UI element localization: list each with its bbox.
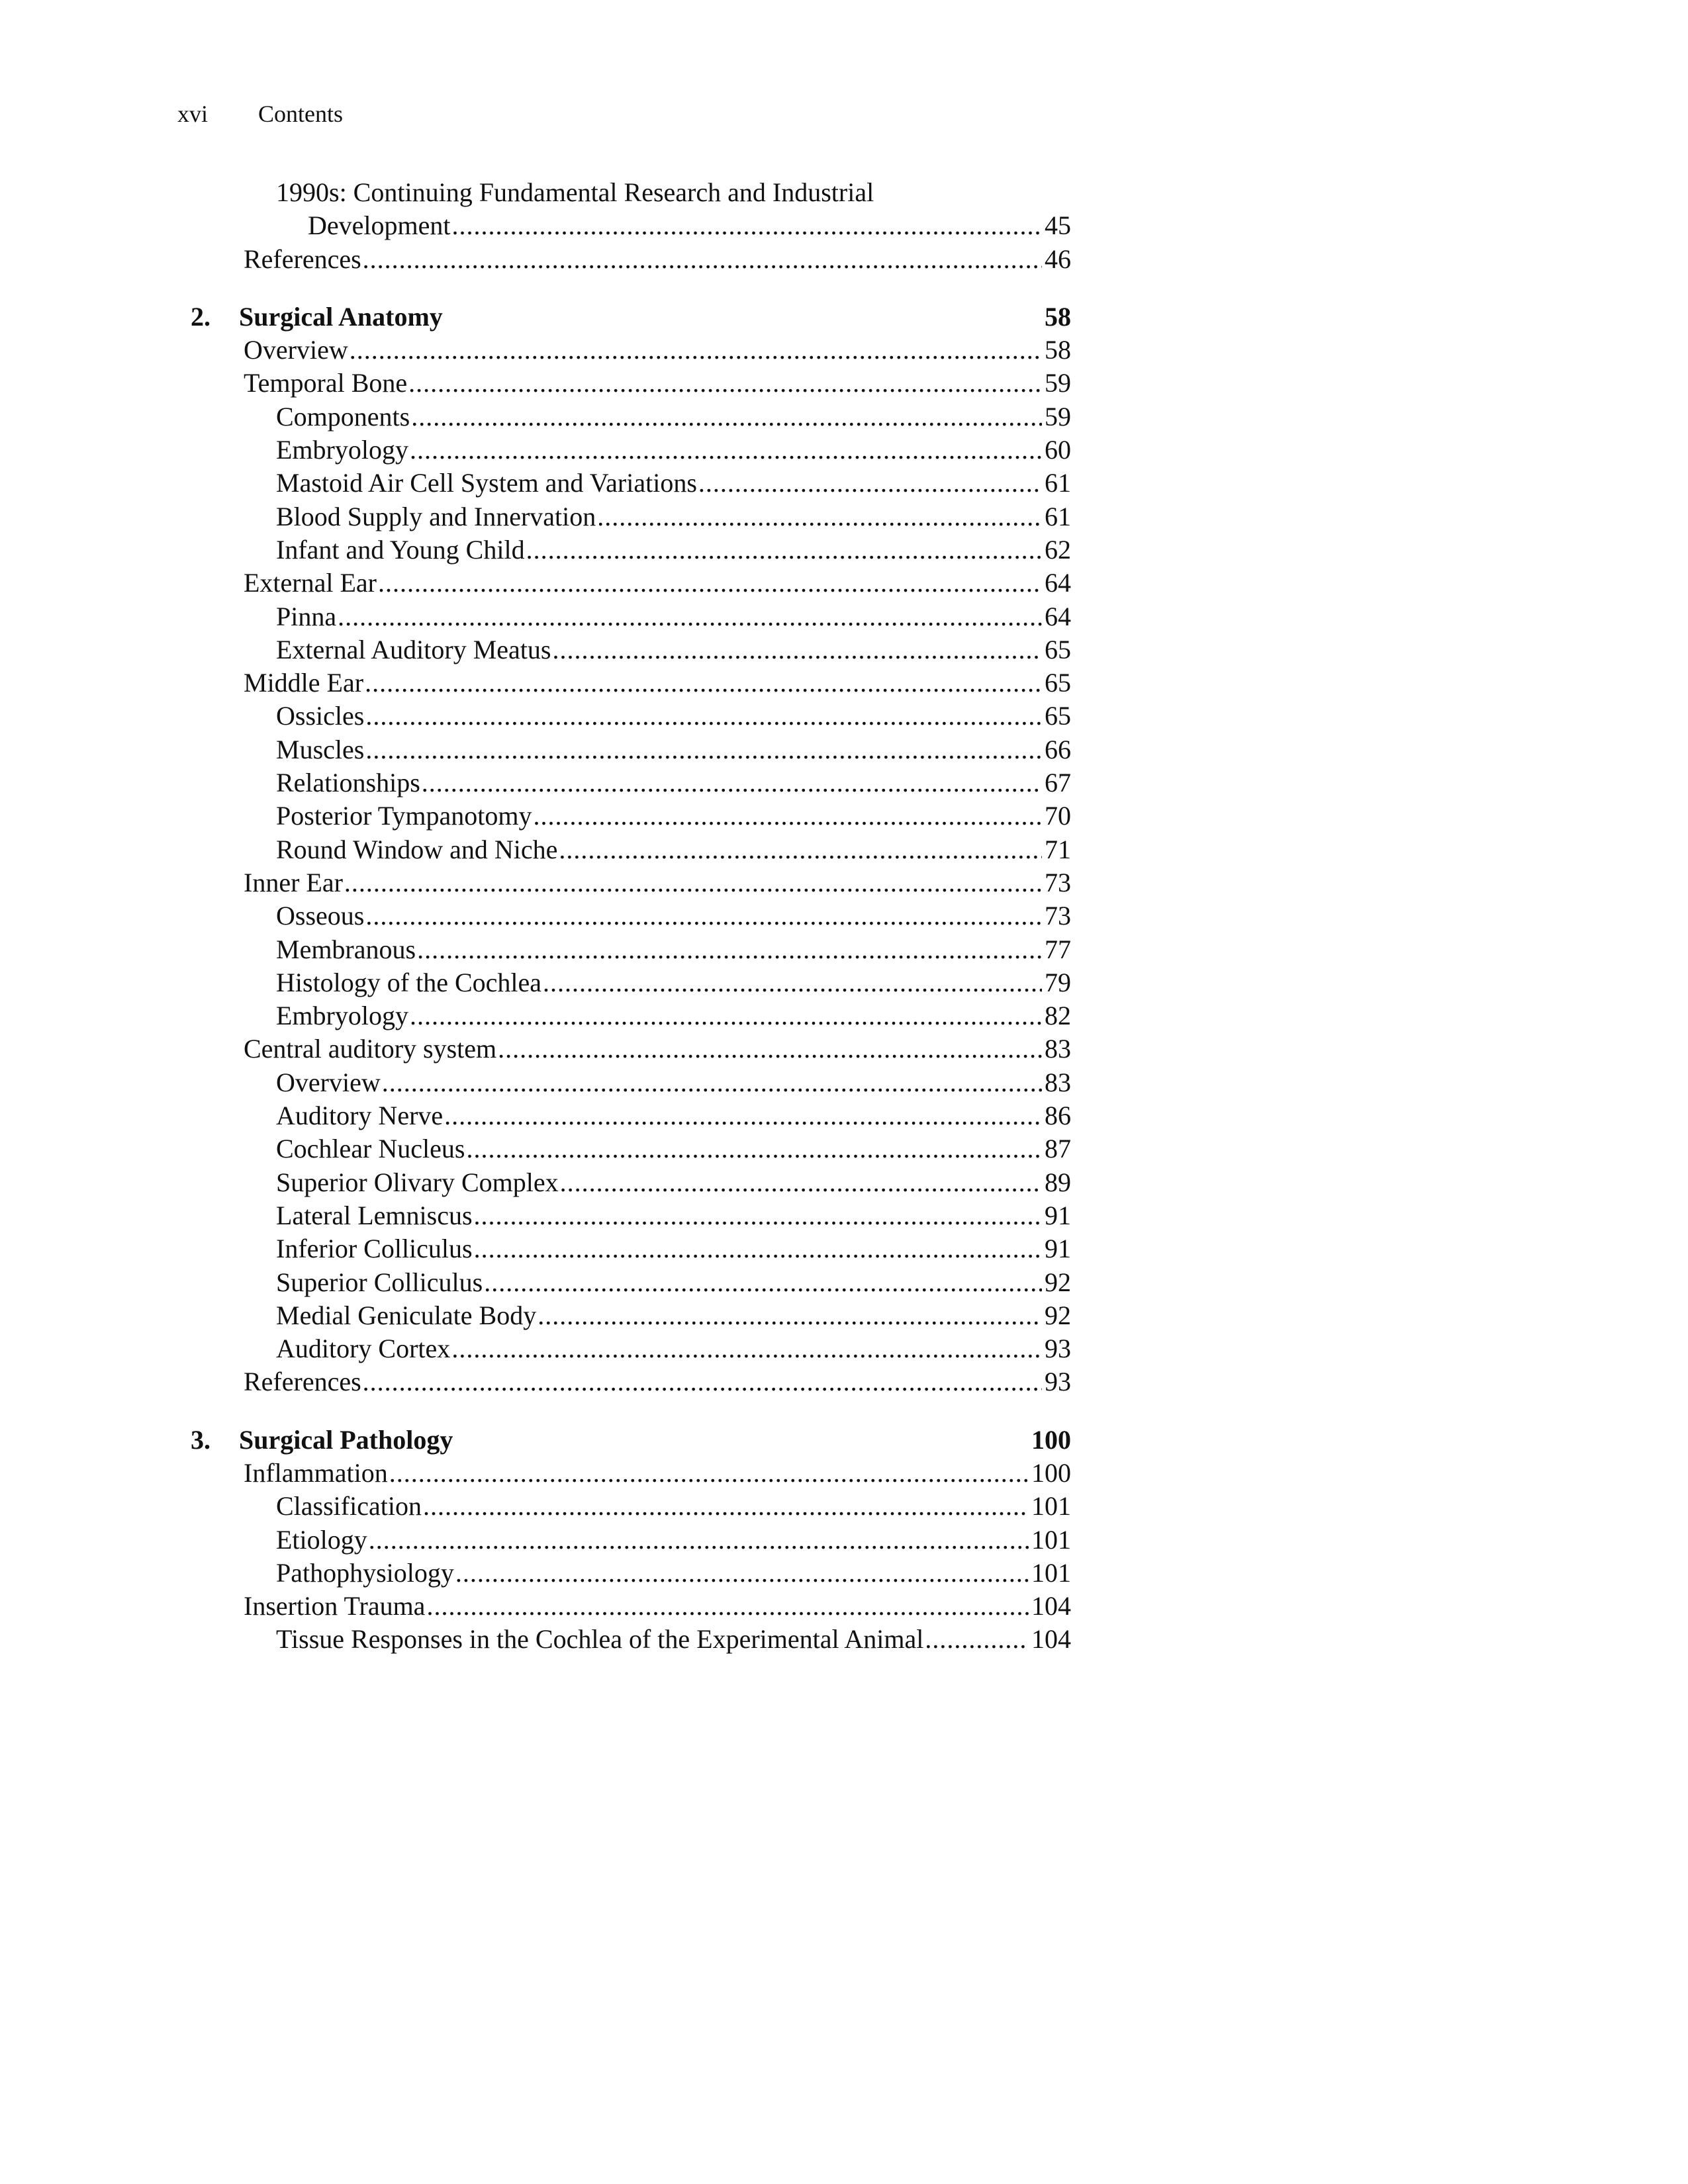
toc-entry (177, 700, 1071, 733)
chapter-heading (177, 300, 1071, 334)
toc-entry (177, 1232, 1071, 1265)
leader-dots (411, 400, 1042, 433)
toc-entry-page: 71 (1045, 834, 1071, 864)
toc-entry (177, 467, 1071, 500)
toc-entry-page: 59 (1045, 368, 1071, 398)
leader-dots (350, 334, 1042, 367)
toc-entry (177, 1099, 1071, 1132)
toc-entry-label: Middle Ear (244, 668, 364, 698)
toc-entry (177, 733, 1071, 766)
toc-entry-label: Membranous (276, 934, 416, 964)
toc-entry (177, 500, 1071, 533)
toc-entry-label: Relationships (276, 768, 420, 798)
leader-dots (422, 766, 1042, 799)
leader-dots (363, 243, 1042, 276)
toc-entry-label: Pathophysiology (276, 1557, 454, 1588)
toc-entry (177, 666, 1071, 700)
toc-entry-page: 83 (1045, 1034, 1071, 1064)
toc-entry (177, 367, 1071, 400)
leader-dots (451, 1332, 1042, 1365)
toc-entry-page: 61 (1045, 501, 1071, 531)
toc-entry (177, 1365, 1071, 1398)
chapter-number: 2. (191, 301, 211, 332)
toc-entry (177, 1266, 1071, 1299)
toc-entry-page: 79 (1045, 967, 1071, 997)
leader-dots (389, 1457, 1029, 1490)
leader-dots (423, 1490, 1029, 1523)
toc-entry-label: Inferior Colliculus (276, 1234, 473, 1264)
toc-entry-page: 73 (1045, 901, 1071, 931)
toc-entry-label: Classification (276, 1491, 422, 1522)
chapter-heading (177, 1424, 1071, 1457)
toc-entry-page: 82 (1045, 1001, 1071, 1031)
toc-entry (177, 999, 1071, 1032)
toc-entry-label: Mastoid Air Cell System and Variations (276, 468, 697, 498)
chapter-title: Surgical Anatomy (239, 301, 443, 332)
toc-entry-page: 92 (1045, 1300, 1071, 1330)
toc-entry-label: Overview (276, 1067, 381, 1097)
toc-entry (177, 533, 1071, 567)
toc-entry-page: 101 (1031, 1557, 1071, 1588)
toc-entry-label: Medial Geniculate Body (276, 1300, 537, 1330)
leader-dots (543, 966, 1042, 999)
toc-entry-page: 101 (1031, 1524, 1071, 1555)
toc-entry-label: External Auditory Meatus (276, 634, 551, 664)
leader-dots (344, 866, 1042, 899)
toc-entry (177, 933, 1071, 966)
leader-dots (466, 1132, 1042, 1165)
toc-entry (177, 1524, 1071, 1557)
leader-dots (365, 666, 1042, 700)
toc-entry (177, 766, 1071, 799)
toc-entry (177, 1623, 1071, 1656)
leader-dots (382, 1066, 1042, 1099)
leader-dots (410, 433, 1042, 467)
toc-entry-label: Insertion Trauma (244, 1591, 426, 1621)
leader-dots (474, 1232, 1042, 1265)
leader-dots (338, 600, 1042, 633)
toc-entry (177, 334, 1071, 367)
leader-dots (552, 633, 1042, 666)
toc-entry-page: 65 (1045, 634, 1071, 664)
toc-entry-label: Auditory Cortex (276, 1334, 451, 1364)
toc-entry-page: 77 (1045, 934, 1071, 964)
toc-entry (177, 1590, 1071, 1623)
toc-entry (177, 1032, 1071, 1066)
leader-dots (363, 1365, 1042, 1398)
toc-entry-page: 87 (1045, 1134, 1071, 1164)
toc-entry-label: Embryology (276, 435, 408, 465)
leader-dots (408, 367, 1042, 400)
chapter-page: 58 (1045, 301, 1071, 332)
toc-entry-page: 65 (1045, 701, 1071, 731)
leader-dots (365, 733, 1042, 766)
toc-entry (177, 243, 1071, 276)
leader-dots (365, 899, 1042, 933)
toc-entry-label: Blood Supply and Innervation (276, 501, 596, 531)
chapter-title: Surgical Pathology (239, 1424, 453, 1455)
toc-entry-label: Tissue Responses in the Cochlea of the Experimental Animal (276, 1624, 924, 1655)
toc-entry-label: References (244, 244, 361, 274)
toc-entry-page: 93 (1045, 1367, 1071, 1397)
toc-entry-label: Posterior Tympanotomy (276, 801, 532, 831)
toc-entry (177, 1332, 1071, 1365)
toc-entry (177, 600, 1071, 633)
toc-entry (177, 176, 1071, 209)
chapter-page: 100 (1031, 1424, 1071, 1455)
leader-dots (533, 799, 1042, 833)
toc-entry-page: 65 (1045, 668, 1071, 698)
leader-dots (526, 533, 1042, 567)
toc-entry-page: 92 (1045, 1267, 1071, 1297)
toc-entry (177, 400, 1071, 433)
leader-dots (474, 1199, 1042, 1232)
leader-dots (378, 567, 1042, 600)
toc-entry (177, 1066, 1071, 1099)
toc-entry-label: Overview (244, 335, 348, 365)
leader-dots (455, 1557, 1029, 1590)
toc-entry-label: Temporal Bone (244, 368, 408, 398)
toc-entry-label: Osseous (276, 901, 365, 931)
toc-entry (177, 1557, 1071, 1590)
toc-entry-page: 64 (1045, 568, 1071, 598)
toc-entry-label: 1990s: Continuing Fundamental Research and Industrial (276, 177, 874, 207)
toc-entry (177, 899, 1071, 933)
leader-dots (559, 833, 1042, 866)
toc-entry-label: Central auditory system (244, 1034, 497, 1064)
toc-entry-label: Development (308, 210, 451, 241)
toc-entry-label: Histology of the Cochlea (276, 967, 542, 997)
leader-dots (698, 467, 1042, 500)
toc-entry-page: 104 (1031, 1591, 1071, 1621)
toc-entry (177, 1132, 1071, 1165)
toc-entry-page: 101 (1031, 1491, 1071, 1522)
toc-entry (177, 1299, 1071, 1332)
toc-entry (177, 567, 1071, 600)
leader-dots (426, 1590, 1029, 1623)
toc-entry-page: 59 (1045, 401, 1071, 432)
toc-entry-page: 60 (1045, 435, 1071, 465)
toc-entry-label: Infant and Young Child (276, 534, 525, 565)
leader-dots (417, 933, 1042, 966)
toc-entry-label: Muscles (276, 734, 365, 764)
toc-entry-page: 104 (1031, 1624, 1071, 1655)
toc-entry (177, 833, 1071, 866)
toc-entry-page: 86 (1045, 1101, 1071, 1131)
toc-entry-page: 61 (1045, 468, 1071, 498)
toc-entry-label: Cochlear Nucleus (276, 1134, 465, 1164)
toc-entry-page: 45 (1045, 210, 1071, 241)
leader-dots (410, 999, 1042, 1032)
table-of-contents (177, 176, 1071, 1657)
toc-entry-label: Round Window and Niche (276, 834, 558, 864)
toc-entry (177, 1490, 1071, 1523)
leader-dots (498, 1032, 1042, 1066)
running-head (177, 98, 343, 130)
toc-entry-label: External Ear (244, 568, 377, 598)
toc-entry-page: 46 (1045, 244, 1071, 274)
page-number: xvi (177, 101, 209, 127)
toc-entry-page: 91 (1045, 1234, 1071, 1264)
toc-entry-page: 70 (1045, 801, 1071, 831)
toc-entry (177, 633, 1071, 666)
toc-entry-page: 73 (1045, 867, 1071, 897)
toc-entry-label: Pinna (276, 601, 337, 631)
toc-entry (177, 1199, 1071, 1232)
toc-entry (177, 209, 1071, 242)
toc-entry-page: 58 (1045, 335, 1071, 365)
toc-entry (177, 799, 1071, 833)
toc-entry-label: Superior Colliculus (276, 1267, 483, 1297)
toc-entry-label: Ossicles (276, 701, 365, 731)
toc-entry (177, 1457, 1071, 1490)
toc-entry-page: 62 (1045, 534, 1071, 565)
toc-entry-page: 91 (1045, 1200, 1071, 1230)
toc-entry-page: 89 (1045, 1167, 1071, 1197)
toc-entry-page: 100 (1031, 1457, 1071, 1488)
toc-entry-label: Inner Ear (244, 867, 343, 897)
toc-entry-page: 67 (1045, 768, 1071, 798)
leader-dots (560, 1166, 1042, 1199)
chapter-number: 3. (191, 1424, 211, 1455)
toc-entry (177, 1166, 1071, 1199)
toc-entry-label: Superior Olivary Complex (276, 1167, 559, 1197)
leader-dots (444, 1099, 1042, 1132)
leader-dots (452, 209, 1043, 242)
toc-entry-page: 93 (1045, 1334, 1071, 1364)
toc-entry (177, 433, 1071, 467)
toc-entry-page: 66 (1045, 734, 1071, 764)
toc-entry-page: 64 (1045, 601, 1071, 631)
leader-dots (484, 1266, 1042, 1299)
toc-entry-label: Lateral Lemniscus (276, 1200, 473, 1230)
toc-entry-page: 83 (1045, 1067, 1071, 1097)
toc-entry-label: Inflammation (244, 1457, 388, 1488)
leader-dots (365, 700, 1042, 733)
leader-dots (597, 500, 1042, 533)
leader-dots (538, 1299, 1042, 1332)
leader-dots (369, 1524, 1029, 1557)
toc-entry-label: Etiology (276, 1524, 367, 1555)
toc-entry (177, 866, 1071, 899)
running-head-title: Contents (258, 101, 344, 127)
leader-dots (925, 1623, 1029, 1656)
toc-entry (177, 966, 1071, 999)
toc-entry-label: Auditory Nerve (276, 1101, 444, 1131)
toc-entry-label: Embryology (276, 1001, 408, 1031)
toc-entry-label: Components (276, 401, 410, 432)
toc-entry-label: References (244, 1367, 361, 1397)
